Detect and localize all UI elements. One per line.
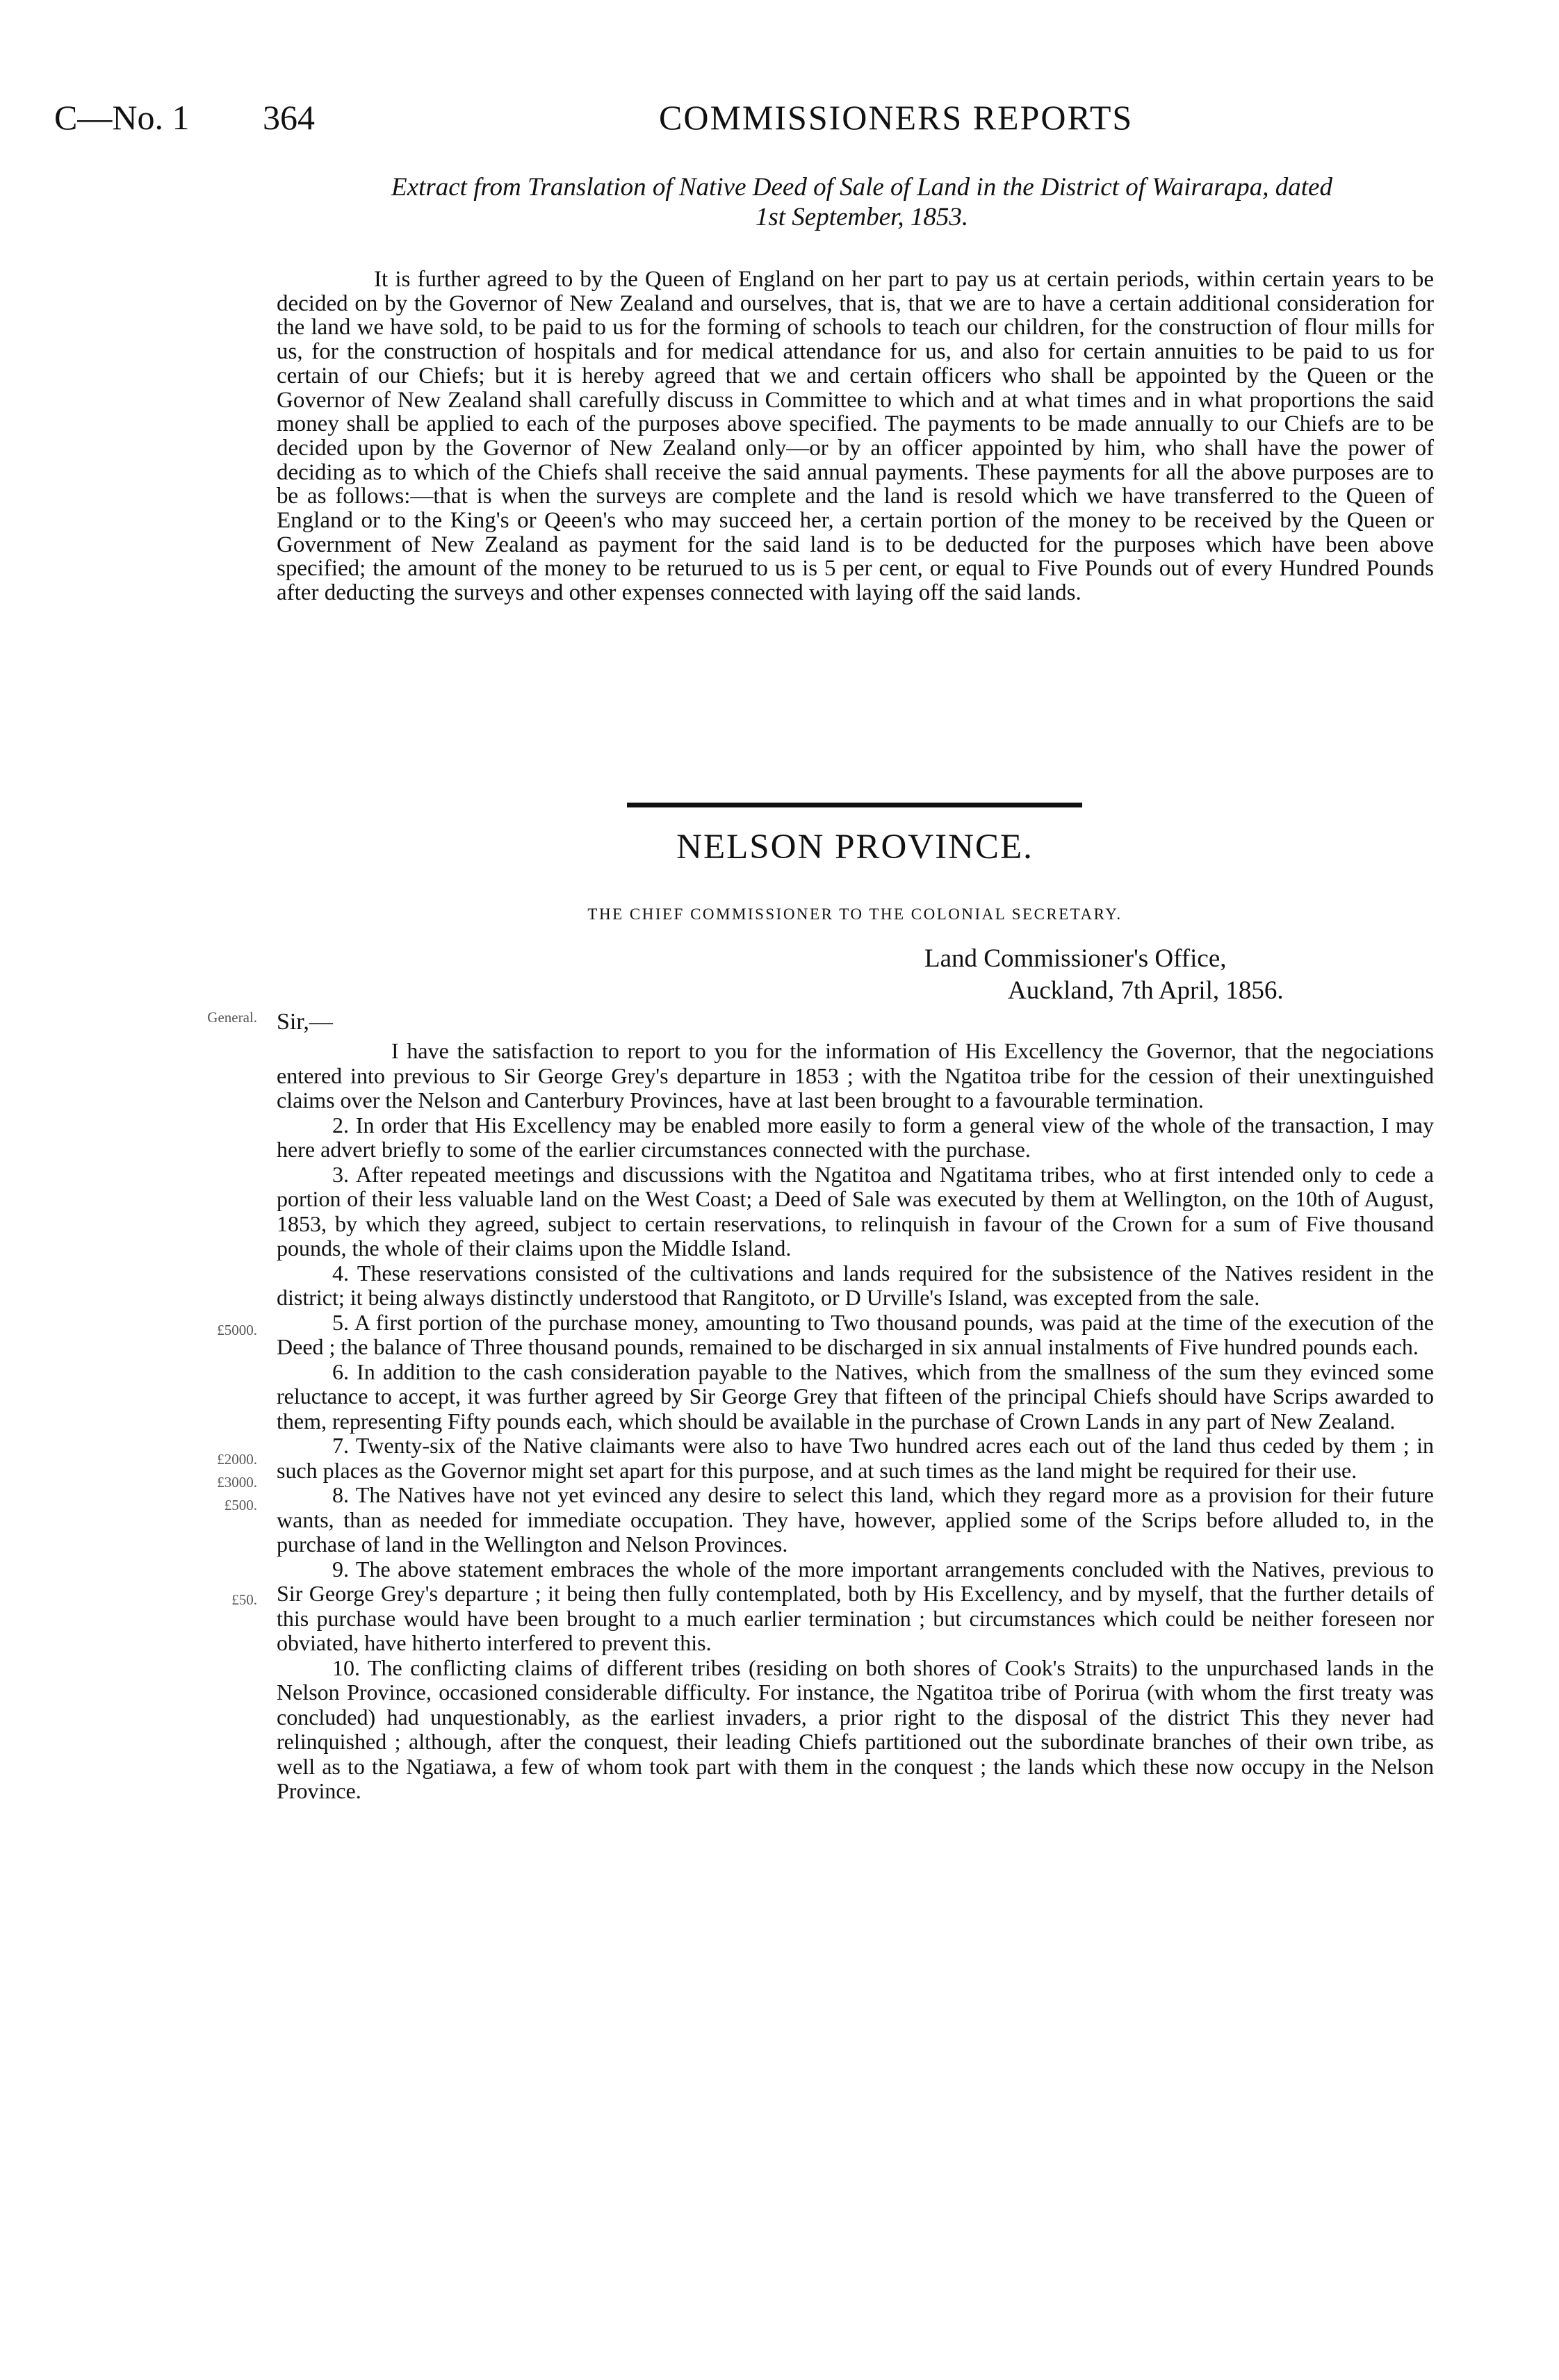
extract-title-line-2: 1st September, 1853.: [755, 203, 969, 231]
running-header: [54, 97, 1514, 153]
margin-note-3000: £3000.: [217, 1474, 257, 1491]
letter-paragraph-2: 2. In order that His Excellency may be enabled more easily to form a general view of the whole of the transaction, I may here advert briefly to some of the earlier circumstances connected with the purchase.: [277, 1112, 1434, 1162]
margin-note-2000: £2000.: [217, 1451, 257, 1468]
address-line-1: Land Commissioner's Office,: [924, 944, 1227, 973]
margin-note-50: £50.: [231, 1591, 257, 1608]
letter-paragraph-4: 4. These reservations consisted of the cultivations and lands required for the subsistence of the Natives resident in the district; it being always distinctly understood that Rangitoto, or D Urville's Island, was excepted from the sale.: [277, 1260, 1434, 1310]
margin-note-general: General.: [207, 1009, 257, 1026]
letter-paragraph-3: 3. After repeated meetings and discussions with the Ngatitoa and Ngatitama tribes, who at first intended only to cede a portion of their less valuable land on the West Coast; a Deed of Sale was executed by them at Wellington, on the 10th of August, 1853, by which they agreed, subject to certain reservations, to relinquish in favour of the Crown for a sum of Five thousand pounds, the whole of their claims upon the Middle Island.: [277, 1161, 1434, 1261]
page-number: 364: [263, 98, 315, 137]
letter-paragraph-10: 10. The conflicting claims of different tribes (residing on both shores of Cook's Straits) to the unpurchased lands in the Nelson Province, occasioned considerable difficulty. For instance, the Ngatitoa tribe of Porirua (with whom the first treaty was concluded) had unquestionably, as the earliest invaders, a prior right to the disposal of the district This they never had relinquished ; although, after the conquest, their leading Chiefs partitioned out the subordinate branches of their own tribe, as well as to the Ngatiawa, a few of whom took part with them in the conquest ; the lands which these now occupy in the Nelson Province.: [277, 1655, 1434, 1803]
section-title: NELSON PROVINCE.: [676, 828, 1034, 867]
letter-address: [924, 943, 1480, 1007]
salutation: Sir,—: [277, 1009, 333, 1035]
extract-title-line-1: Extract from Translation of Native Deed of Sale of Land in the District of Wairarapa, dated: [391, 173, 1332, 202]
document-reference: C—No. 1: [54, 98, 190, 137]
letter-paragraph-6: 6. In addition to the cash consideration payable to the Natives, which from the smallness of the sum they evinced some reluctance to accept, it was further agreed by Sir George Grey that fifteen of the principal Chiefs should have Scrips awarded to them, representing Fifty pounds each, which should be available in the purchase of Crown Lands in any part of New Zealand.: [277, 1359, 1434, 1434]
letter-paragraph-7: 7. Twenty-six of the Native claimants were also to have Two hundred acres each out of the land thus ceded by them ; in such places as the Governor might set apart for this purpose, and at such times as the land might be required for their use.: [277, 1433, 1434, 1483]
letter-body: [277, 1039, 1434, 1804]
letter-paragraph-5: 5. A first portion of the purchase money, amounting to Two thousand pounds, was paid at the time of the execution of the Deed ; the balance of Three thousand pounds, remained to be discharged in six annual instalments of Five hundred pounds each.: [277, 1309, 1434, 1359]
letter-paragraph-8: 8. The Natives have not yet evinced any desire to select this land, which they regard more as a provision for their future wants, than as needed for immediate occupation. They have, however, applied some of the Scrips before alluded to, in the purchase of land in the Wellington and Nelson Provinces.: [277, 1482, 1434, 1557]
address-line-2: Auckland, 7th April, 1856.: [1008, 976, 1284, 1005]
running-title: COMMISSIONERS REPORTS: [659, 98, 1134, 137]
extract-paragraph: It is further agreed to by the Queen of England on her part to pay us at certain periods, within certain years to be decided on by the Governor of New Zealand and ourselves, that is, that we are to have a certain additional consideration for the land we have sold, to be paid to us for the forming of schools to teach our children, for the construction of flour mills for us, for the construction of hospitals and for medical attendance for us, and also for certain annuities to be paid to us for certain of our Chiefs; but it is hereby agreed that we and certain officers who shall be appointed by the Queen or the Governor of New Zealand shall carefully discuss in Committee to which and at what times and in what proportions the said money shall be applied to each of the purposes above specified. The payments to be made annually to our Chiefs are to be decided upon by the Governor of New Zealand only—or by an officer appointed by him, who shall have the power of deciding as to which of the Chiefs shall receive the said annual payments. These payments for all the above purposes are to be as follows:—that is when the surveys are complete and the land is resold which we have transferred to the Queen of England or to the King's or Qeeen's who may succeed her, a certain portion of the money to be received by the Queen or Government of New Zealand as payment for the said land is to be deducted for the purposes which have been above specified; the amount of the money to be returued to us is 5 per cent, or equal to Five Pounds out of every Hundred Pounds after deducting the surveys and other expenses connected with laying off the said lands.: [277, 267, 1434, 606]
extract-title: [222, 172, 1501, 232]
section-divider: [627, 803, 1082, 807]
letter-heading: THE CHIEF COMMISSIONER TO THE COLONIAL SECRETARY.: [587, 905, 1123, 923]
letter-paragraph-9: 9. The above statement embraces the whole of the more important arrangements concluded with the Natives, previous to Sir George Grey's departure ; it being then fully contemplated, both by His Excellency, and by myself, that the further details of this purchase would have been brought to a much earlier termination ; but circumstances which could be neither foreseen nor obviated, have hitherto interfered to prevent this.: [277, 1556, 1434, 1655]
margin-note-5000: £5000.: [217, 1322, 257, 1338]
margin-note-500: £500.: [224, 1497, 257, 1513]
letter-paragraph-1: I have the satisfaction to report to you for the information of His Excellency the Governor, that the negociations entered into previous to Sir George Grey's departure in 1853 ; with the Ngatitoa tribe for the cession of their unextinguished claims over the Nelson and Canterbury Provinces, have at last been brought to a favourable termination.: [277, 1038, 1434, 1113]
